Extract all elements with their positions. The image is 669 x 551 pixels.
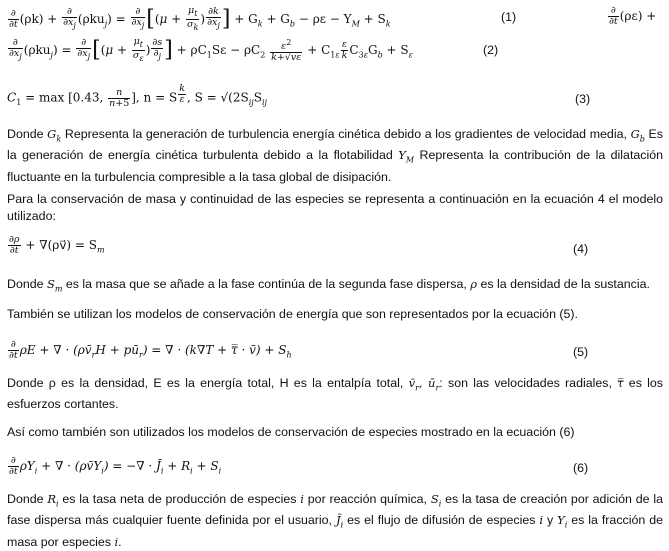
paragraph-turbulence-terms: Donde $G_k$ Representa la generación de turbulencia energía cinética debido a los gradientes de velocidad media, $G_b$ Es la generación de energía cinética turbulenta debido a la flotabilidad $Y_M$ Representa la contribución de la dilatación fluctuante en la turbulencia compresible a la tasa global de disipación.: [7, 127, 664, 184]
equation-4-number: (4): [573, 242, 589, 256]
equation-6: $\frac{\partial}{\partial t}$ $\rho Y_i$ + ∇ · $(\rho v̄Y_i)$ = −∇ · $J̄_i + R_i + S_i$: [9, 455, 222, 477]
equation-6-number: (6): [573, 461, 589, 475]
equation-1: $\frac{\partial}{\partial t}$ (ρk) + $\frac{\partial}{\partial x_j}$ (ρku$_j$) = $\frac{\partial}{\partial x_j}$ [(μ + $\frac{\mu_t}{\sigma_k}$ ) $\frac{\partial k}{\partial x_j}$ ] + $G_k + G_b - \rho\varepsilon - Y_M + S_k$: [9, 5, 391, 32]
equation-4: $\frac{\partial\rho}{\partial t}$ + ∇(ρv⃗) = $S_m$: [9, 234, 105, 256]
paragraph-species-terms: Donde $R_i$ es la tasa neta de producción de especies i por reacción química, $S_i$ es la tasa de creación por adición de la fase dispersa más cualquier fuente definida por el usuario, $J̄_i$ es el flujo de difusión de especies i y $Y_i$ es la fracción de masa por especies i.: [7, 492, 663, 549]
paragraph-species-intro: Así como también son utilizados los modelos de conservación de especies mostrado en la ecuación (6): [7, 425, 575, 439]
equation-1-number: (1): [501, 10, 517, 24]
equation-2-lhs-start: $\frac{\partial}{\partial t}$ (ρε) +: [609, 5, 657, 27]
paragraph-mass-conservation: Para la conservación de masa y continuidad de las especies se representa a continuación en la ecuación 4 el modelo utilizado:: [7, 192, 663, 223]
equation-3: $C_1 = \max [0.43$, $\frac{n}{n+5}$ ], n = S $^{\frac{k}{\varepsilon}}$ , $S = √(2S_{ij}S_{ij}$: [7, 83, 268, 109]
paragraph-energy-terms: Donde ρ es la densidad, E es la energía total, H es la entalpía total, $v̄_r$, $ū_r$: son las velocidades radiales, τ̿ es los esfuerzos cortantes.: [7, 376, 663, 412]
equation-5-number: (5): [573, 345, 589, 359]
equation-2-number: (2): [483, 43, 499, 57]
equation-2: $\frac{\partial}{\partial x_j}$ (ρku$_j$) = $\frac{\partial}{\partial x_j}$ [(μ + $\frac{\mu_t}{\sigma_\varepsilon}$ ) $\frac{\partial s}{\partial_j}$ ] + $\rho C_1S\varepsilon - \rho C_2$ $\frac{\varepsilon^2}{k+√v\varepsilon}$ + $C_{1\varepsilon}$ $\frac{\varepsilon}{k}$ $C_{3\varepsilon}G_b + S_\varepsilon$: [9, 36, 413, 63]
equation-3-number: (3): [575, 92, 591, 106]
paragraph-mass-source: Donde $S_m$ es la masa que se añade a la fase continúa de la segunda fase dispersa, ρ es la densidad de la sustancia.: [7, 277, 650, 294]
equation-5: $\frac{\partial}{\partial t}$ ρE + ∇ · ($\rho v̄_rH$ + $pū_r$) = ∇ · (k∇T + τ̿ · v̄) + $S_h$: [9, 339, 292, 361]
paragraph-energy-intro: También se utilizan los modelos de conservación de energía que son representados por la ecuación (5).: [7, 307, 578, 321]
